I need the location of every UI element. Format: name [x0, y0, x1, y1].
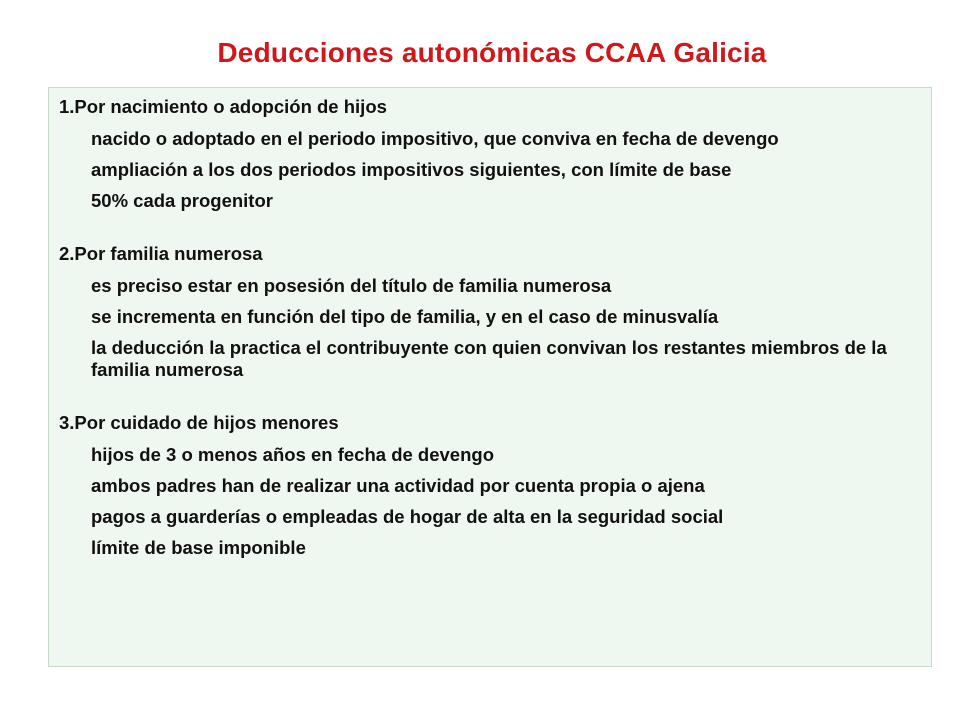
content-body: [59, 96, 923, 590]
list-item: ambos padres han de realizar una actividad por cuenta propia o ajena: [91, 475, 705, 496]
section-large-family: [59, 243, 923, 381]
section-child-care: [59, 412, 923, 559]
list-item: ampliación a los dos periodos impositivos siguientes, con límite de base: [91, 159, 732, 180]
list-item: es preciso estar en posesión del título de familia numerosa: [91, 275, 612, 296]
list-item: hijos de 3 o menos años en fecha de devengo: [91, 444, 494, 465]
section-heading: 2.Por familia numerosa: [59, 243, 263, 264]
section-birth-adoption: [59, 96, 923, 212]
list-item: 50% cada progenitor: [91, 190, 273, 211]
section-heading: 1.Por nacimiento o adopción de hijos: [59, 96, 387, 117]
list-item: se incrementa en función del tipo de familia, y en el caso de minusvalía: [91, 306, 719, 327]
list-item: nacido o adoptado en el periodo impositivo, que conviva en fecha de devengo: [91, 128, 779, 149]
list-item: pagos a guarderías o empleadas de hogar de alta en la seguridad social: [91, 506, 724, 527]
list-item: la deducción la practica el contribuyente con quien convivan los restantes miembros de la familia numerosa: [91, 337, 887, 380]
section-heading: 3.Por cuidado de hijos menores: [59, 412, 339, 433]
content-panel: [48, 87, 932, 667]
list-item: límite de base imponible: [91, 537, 306, 558]
page-title: Deducciones autonómicas CCAA Galicia: [217, 37, 767, 68]
